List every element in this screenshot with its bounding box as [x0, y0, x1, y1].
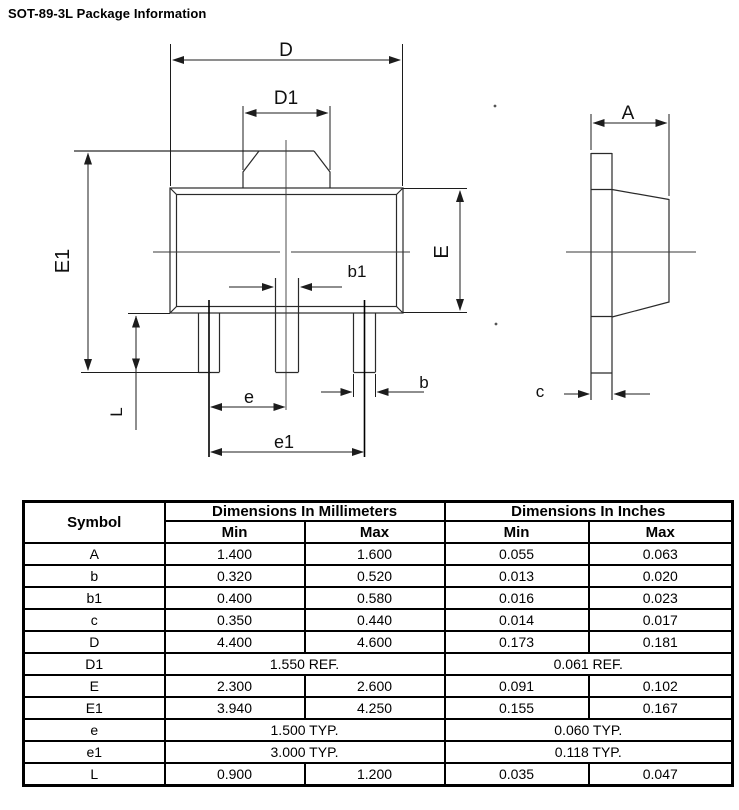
dim-label-b: b: [419, 373, 429, 392]
cell-in-max: 0.017: [589, 609, 733, 631]
table-row: [24, 631, 733, 653]
front-view: [74, 44, 467, 457]
page-title: SOT-89-3L Package Information: [8, 6, 207, 21]
cell-symbol: D1: [24, 653, 165, 675]
cell-in-max: 0.167: [589, 697, 733, 719]
cell-mm-max: 2.600: [305, 675, 445, 697]
header-inch: Dimensions In Inches: [445, 502, 733, 522]
dim-label-L: L: [107, 407, 126, 417]
dim-label-c: c: [535, 382, 545, 401]
cell-mm-max: 0.520: [305, 565, 445, 587]
table-row: [24, 675, 733, 697]
dim-label-E: E: [431, 245, 453, 259]
table-row: [24, 587, 733, 609]
dim-label-e: e: [243, 387, 255, 407]
cell-symbol: c: [24, 609, 165, 631]
scan-dot: [494, 105, 497, 108]
cell-mm-max: 1.200: [305, 763, 445, 786]
cell-in-min: 0.173: [445, 631, 589, 653]
cell-mm-min: 3.940: [165, 697, 305, 719]
cell-in-min: 0.016: [445, 587, 589, 609]
cell-in-max: 0.063: [589, 543, 733, 565]
table-row: [24, 763, 733, 786]
cell-in-span: 0.118 TYP.: [445, 741, 733, 763]
cell-mm-min: 1.400: [165, 543, 305, 565]
table-row: [24, 719, 733, 741]
cell-in-span: 0.060 TYP.: [445, 719, 733, 741]
header-symbol: Symbol: [24, 502, 165, 544]
cell-in-span: 0.061 REF.: [445, 653, 733, 675]
cell-symbol: D: [24, 631, 165, 653]
cell-mm-min: 2.300: [165, 675, 305, 697]
cell-in-min: 0.155: [445, 697, 589, 719]
cell-symbol: e1: [24, 741, 165, 763]
cell-symbol: e: [24, 719, 165, 741]
table-row: [24, 609, 733, 631]
cell-in-min: 0.014: [445, 609, 589, 631]
cell-mm-max: 4.600: [305, 631, 445, 653]
cell-mm-max: 1.600: [305, 543, 445, 565]
table-row: [24, 565, 733, 587]
cell-in-min: 0.055: [445, 543, 589, 565]
table-row: [24, 697, 733, 719]
cell-in-max: 0.181: [589, 631, 733, 653]
cell-mm-span: 3.000 TYP.: [165, 741, 445, 763]
cell-mm-min: 0.320: [165, 565, 305, 587]
cell-mm-min: 0.400: [165, 587, 305, 609]
table-row: [24, 741, 733, 763]
dim-label-E1: E1: [52, 248, 74, 274]
cell-mm-span: 1.550 REF.: [165, 653, 445, 675]
cell-mm-max: 0.580: [305, 587, 445, 609]
header-in-min: Min: [445, 521, 589, 543]
side-view: [564, 114, 696, 400]
cell-in-min: 0.035: [445, 763, 589, 786]
cell-in-min: 0.013: [445, 565, 589, 587]
cell-in-max: 0.020: [589, 565, 733, 587]
cell-in-min: 0.091: [445, 675, 589, 697]
cell-mm-min: 4.400: [165, 631, 305, 653]
header-mm-max: Max: [305, 521, 445, 543]
cell-symbol: L: [24, 763, 165, 786]
header-mm: Dimensions In Millimeters: [165, 502, 445, 522]
header-in-max: Max: [589, 521, 733, 543]
header-mm-min: Min: [165, 521, 305, 543]
cell-symbol: b: [24, 565, 165, 587]
cell-in-max: 0.047: [589, 763, 733, 786]
cell-in-max: 0.102: [589, 675, 733, 697]
cell-mm-min: 0.350: [165, 609, 305, 631]
dim-label-D1: D1: [273, 88, 299, 109]
table-row: [24, 653, 733, 675]
cell-symbol: E: [24, 675, 165, 697]
dim-label-D: D: [279, 40, 293, 61]
dimensions-table: [22, 500, 734, 787]
cell-mm-max: 0.440: [305, 609, 445, 631]
cell-symbol: b1: [24, 587, 165, 609]
cell-mm-max: 4.250: [305, 697, 445, 719]
cell-mm-span: 1.500 TYP.: [165, 719, 445, 741]
cell-symbol: A: [24, 543, 165, 565]
dim-label-A: A: [621, 103, 635, 124]
cell-in-max: 0.023: [589, 587, 733, 609]
scan-dot: [495, 323, 498, 326]
table-row: [24, 543, 733, 565]
cell-mm-min: 0.900: [165, 763, 305, 786]
cell-symbol: E1: [24, 697, 165, 719]
dim-label-b1: b1: [347, 262, 367, 281]
dim-label-e1: e1: [273, 432, 295, 452]
